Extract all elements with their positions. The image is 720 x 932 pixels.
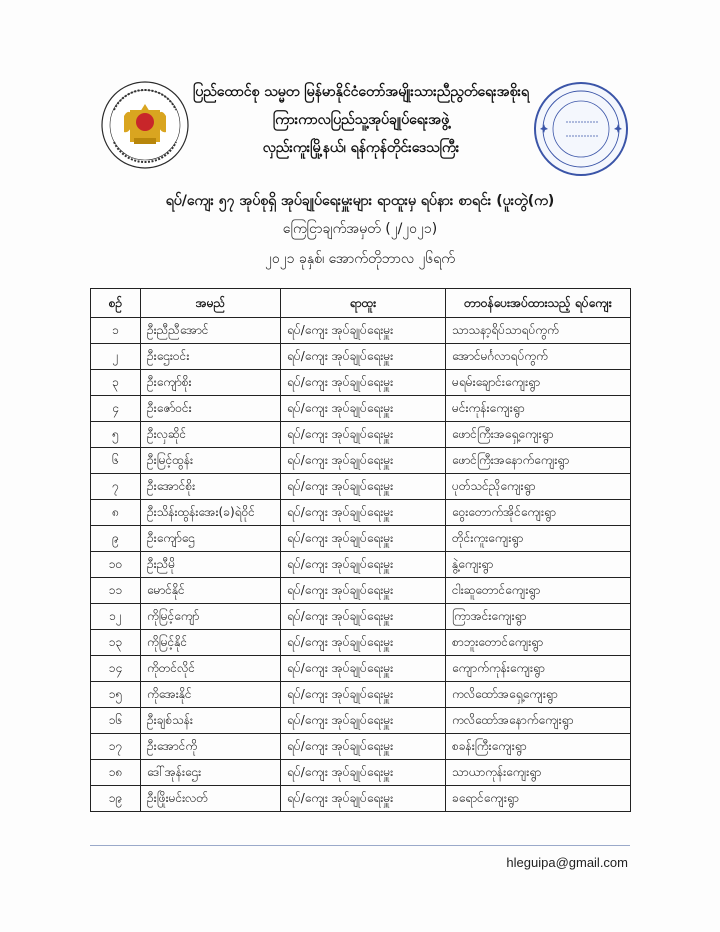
footer-email: hleguipa@gmail.com (506, 855, 628, 870)
cell-name: မောင်နိုင် (141, 578, 281, 604)
header (190, 78, 532, 166)
header-line-administration: ကြားကာလပြည်သူ့အုပ်ချုပ်ရေးအဖွဲ့ (272, 112, 450, 128)
table-row (91, 604, 631, 630)
cell-name: ကိုမြင့်နိုင် (141, 630, 281, 656)
cell-ward: ခရောင်ကျေးရွာ (446, 786, 631, 812)
cell-position: ရပ်/ကျေး အုပ်ချုပ်ရေးမှူး (281, 396, 446, 422)
cell-ward: စခန်းကြီးကျေးရွာ (446, 734, 631, 760)
cell-no: ၂ (91, 344, 141, 370)
cell-no: ၁၃ (91, 630, 141, 656)
cell-no: ၁၄ (91, 656, 141, 682)
table-row (91, 422, 631, 448)
cell-name: ဦးဌေးဝင်း (141, 344, 281, 370)
table-row (91, 552, 631, 578)
cell-position: ရပ်/ကျေး အုပ်ချုပ်ရေးမှူး (281, 604, 446, 630)
cell-no: ၁၉ (91, 786, 141, 812)
header-line-township: လှည်းကူးမြို့နယ်၊ ရန်ကုန်တိုင်းဒေသကြီး (262, 140, 460, 156)
column-header-position: ရာထူး (281, 289, 446, 318)
cell-position: ရပ်/ကျေး အုပ်ချုပ်ရေးမှူး (281, 318, 446, 344)
column-header-name: အမည် (141, 289, 281, 318)
table-row (91, 578, 631, 604)
table-row (91, 760, 631, 786)
cell-name: ဦးချစ်သန်း (141, 708, 281, 734)
cell-ward: မင်းကုန်းကျေးရွာ (446, 396, 631, 422)
cell-ward: ဝွေးတောက်အိုင်ကျေးရွာ (446, 500, 631, 526)
cell-no: ၃ (91, 370, 141, 396)
footer-divider (90, 845, 630, 846)
cell-ward: ဖောင်ကြီးအနောက်ကျေးရွာ (446, 448, 631, 474)
cell-no: ၉ (91, 526, 141, 552)
document-title: ရပ်/ကျေး ၅၇ အုပ်စုရှိ အုပ်ချုပ်ရေးမှူးများ ရာထူးမှ ရပ်နား စာရင်း (ပူးတွဲ(က) (165, 193, 555, 209)
cell-ward: သာယာကုန်းကျေးရွာ (446, 760, 631, 786)
table-row (91, 708, 631, 734)
cell-name: ဒေါ်အုန်းဌေး (141, 760, 281, 786)
cell-name: ဦးသိန်းထွန်းအေး(ခ)ရဲဝိုင် (141, 500, 281, 526)
cell-no: ၁၂ (91, 604, 141, 630)
table-row (91, 370, 631, 396)
notice-date: ၂၀၂၁ ခုနှစ်၊ အောက်တိုဘာလ ၂၆ရက် (265, 251, 455, 267)
cell-position: ရပ်/ကျေး အုပ်ချုပ်ရေးမှူး (281, 656, 446, 682)
cell-ward: ငါးဆူတောင်ကျေးရွာ (446, 578, 631, 604)
cell-ward: ကလိထော်အရှေ့ကျေးရွာ (446, 682, 631, 708)
official-stamp-icon (532, 80, 630, 178)
table-header-row (91, 289, 631, 318)
cell-name: ဦးကျော်ဌေ (141, 526, 281, 552)
cell-no: ၁၀ (91, 552, 141, 578)
cell-name: ဦးညီညီအောင် (141, 318, 281, 344)
cell-position: ရပ်/ကျေး အုပ်ချုပ်ရေးမှူး (281, 708, 446, 734)
cell-ward: ပုတ်သင်ညိုကျေးရွာ (446, 474, 631, 500)
cell-position: ရပ်/ကျေး အုပ်ချုပ်ရေးမှူး (281, 422, 446, 448)
cell-no: ၁၆ (91, 708, 141, 734)
cell-ward: မရမ်းချောင်းကျေးရွာ (446, 370, 631, 396)
cell-ward: တိုင်းကူးကျေးရွာ (446, 526, 631, 552)
cell-position: ရပ်/ကျေး အုပ်ချုပ်ရေးမှူး (281, 500, 446, 526)
cell-no: ၁၅ (91, 682, 141, 708)
table-row (91, 344, 631, 370)
cell-name: ဦးညီမို (141, 552, 281, 578)
cell-no: ၁၇ (91, 734, 141, 760)
cell-ward: ဖောင်ကြီးအရှေ့ကျေးရွာ (446, 422, 631, 448)
cell-name: ကိုမြင့်ကျော် (141, 604, 281, 630)
table-row (91, 786, 631, 812)
cell-no: ၁၈ (91, 760, 141, 786)
cell-position: ရပ်/ကျေး အုပ်ချုပ်ရေးမှူး (281, 552, 446, 578)
cell-name: ဦးအောင်ကို (141, 734, 281, 760)
cell-name: ကိုတင်လိုင် (141, 656, 281, 682)
table-row (91, 448, 631, 474)
cell-name: ကိုအေးနိုင် (141, 682, 281, 708)
table-row (91, 630, 631, 656)
cell-name: ဦးကျော်စိုး (141, 370, 281, 396)
cell-position: ရပ်/ကျေး အုပ်ချုပ်ရေးမှူး (281, 760, 446, 786)
cell-no: ၇ (91, 474, 141, 500)
cell-position: ရပ်/ကျေး အုပ်ချုပ်ရေးမှူး (281, 344, 446, 370)
cell-ward: ကြာအင်းကျေးရွာ (446, 604, 631, 630)
column-header-ward: တာဝန်ပေးအပ်ထားသည့် ရပ်ကျေး (446, 289, 631, 318)
cell-position: ရပ်/ကျေး အုပ်ချုပ်ရေးမှူး (281, 526, 446, 552)
table-body (91, 318, 631, 812)
table-row (91, 318, 631, 344)
cell-position: ရပ်/ကျေး အုပ်ချုပ်ရေးမှူး (281, 370, 446, 396)
column-header-no: စဉ် (91, 289, 141, 318)
cell-no: ၈ (91, 500, 141, 526)
cell-name: ဦးအောင်စိုး (141, 474, 281, 500)
cell-name: ဦးလှဆိုင် (141, 422, 281, 448)
cell-position: ရပ်/ကျေး အုပ်ချုပ်ရေးမှူး (281, 474, 446, 500)
table-row (91, 474, 631, 500)
cell-position: ရပ်/ကျေး အုပ်ချုပ်ရေးမှူး (281, 786, 446, 812)
cell-position: ရပ်/ကျေး အုပ်ချုပ်ရေးမှူး (281, 630, 446, 656)
cell-name: ဦးမြင့်ထွန်း (141, 448, 281, 474)
notice-number: ကြေငြာချက်အမှတ် (၂/၂၀၂၁) (282, 221, 438, 237)
table-row (91, 734, 631, 760)
table-row (91, 526, 631, 552)
cell-position: ရပ်/ကျေး အုပ်ချုပ်ရေးမှူး (281, 448, 446, 474)
title-block (0, 190, 720, 270)
cell-position: ရပ်/ကျေး အုပ်ချုပ်ရေးမှူး (281, 682, 446, 708)
cell-no: ၅ (91, 422, 141, 448)
cell-no: ၄ (91, 396, 141, 422)
cell-name: ဦးဖြိုးမင်းလတ် (141, 786, 281, 812)
cell-ward: နွဲ့ကျေးရွာ (446, 552, 631, 578)
officials-table (90, 288, 631, 812)
cell-ward: ကလိထော်အနောက်ကျေးရွာ (446, 708, 631, 734)
table-row (91, 396, 631, 422)
cell-no: ၁ (91, 318, 141, 344)
state-emblem-icon (100, 80, 190, 170)
cell-no: ၆ (91, 448, 141, 474)
cell-no: ၁၁ (91, 578, 141, 604)
cell-ward: ကျောက်ကုန်းကျေးရွာ (446, 656, 631, 682)
cell-ward: စာဘူးတောင်ကျေးရွာ (446, 630, 631, 656)
cell-name: ဦးဇော်ဝင်း (141, 396, 281, 422)
table-row (91, 682, 631, 708)
cell-position: ရပ်/ကျေး အုပ်ချုပ်ရေးမှူး (281, 578, 446, 604)
table-row (91, 656, 631, 682)
cell-ward: အောင်မင်္ဂလာရပ်ကွက် (446, 344, 631, 370)
cell-position: ရပ်/ကျေး အုပ်ချုပ်ရေးမှူး (281, 734, 446, 760)
header-line-government: ပြည်ထောင်စု သမ္မတ မြန်မာနိုင်ငံတော်အမျိုးသားညီညွတ်ရေးအစိုးရ (192, 84, 530, 100)
table-row (91, 500, 631, 526)
cell-ward: သာသနာ့ရိပ်သာရပ်ကွက် (446, 318, 631, 344)
